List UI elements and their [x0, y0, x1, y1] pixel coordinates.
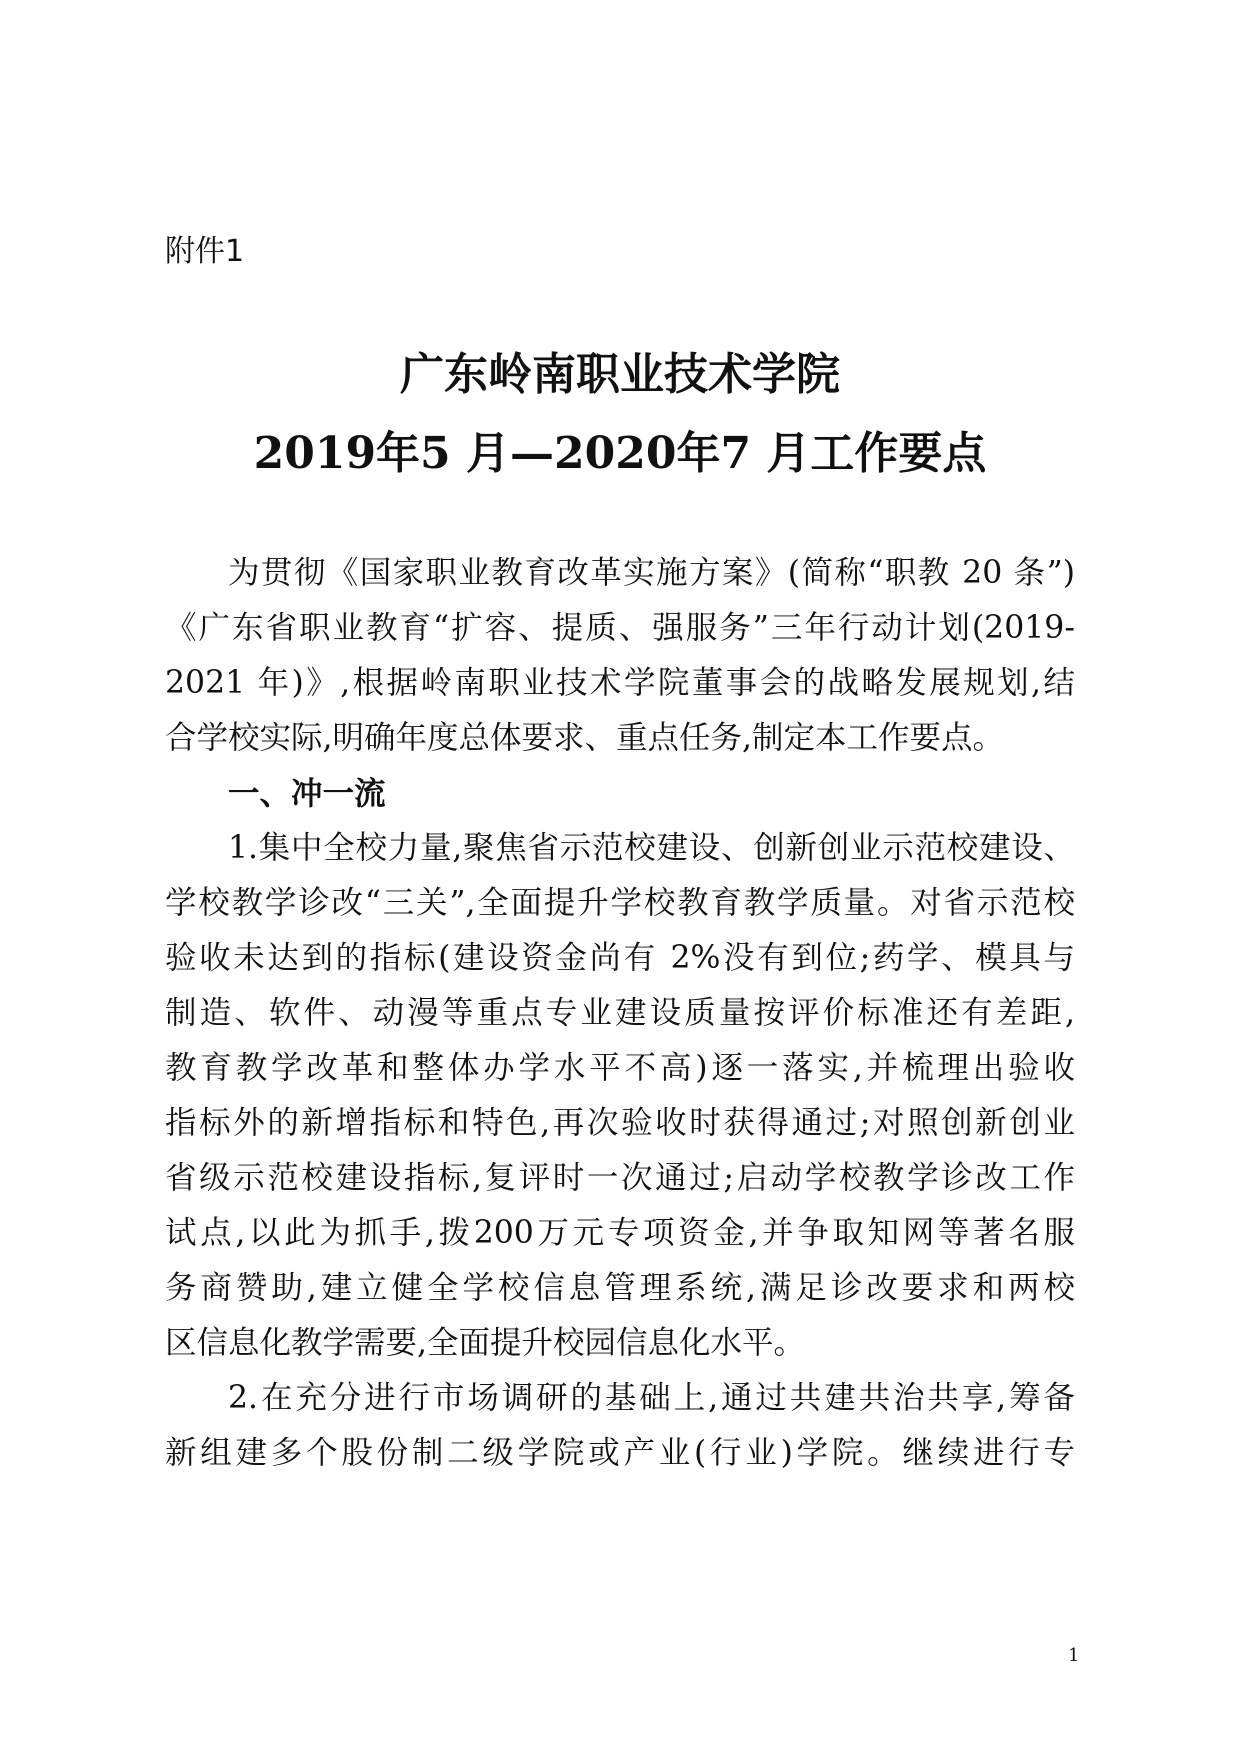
item1-line: 指标外的新增指标和特色,再次验收时获得通过;对照创新创业	[165, 1105, 1075, 1141]
item1-line: 省级示范校建设指标,复评时一次通过;启动学校教学诊改工作	[165, 1160, 1075, 1196]
intro-line: 2021 年)》,根据岭南职业技术学院董事会的战略发展规划,结	[165, 665, 1075, 701]
item2-line: 新组建多个股份制二级学院或产业(行业)学院。继续进行专	[165, 1435, 1075, 1471]
document-title-line-1: 广东岭南职业技术学院	[400, 349, 840, 400]
page-number: 1	[1068, 1645, 1080, 1666]
item1-line: 试点,以此为抓手,拨200万元专项资金,并争取知网等著名服	[165, 1215, 1075, 1251]
item1-line: 教育教学改革和整体办学水平不高)逐一落实,并梳理出验收	[165, 1050, 1075, 1086]
item1-line: 学校教学诊改“三关”,全面提升学校教育教学质量。对省示范校	[165, 885, 1075, 921]
intro-line: 《广东省职业教育“扩容、提质、强服务”三年行动计划(2019-	[165, 610, 1075, 646]
item1-line: 1.集中全校力量,聚焦省示范校建设、创新创业示范校建设、	[228, 830, 1075, 866]
item1-line: 区信息化教学需要,全面提升校园信息化水平。	[165, 1325, 806, 1361]
item1-line: 验收未达到的指标(建设资金尚有 2%没有到位;药学、模具与	[165, 940, 1075, 976]
item2-line: 2.在充分进行市场调研的基础上,通过共建共治共享,筹备	[228, 1380, 1075, 1416]
section-heading: 一、冲一流	[228, 775, 386, 812]
intro-line: 为贯彻《国家职业教育改革实施方案》(简称“职教 20 条”)	[228, 555, 1075, 591]
document-title-line-2: 2019年5 月—2020年7 月工作要点	[253, 428, 987, 479]
item1-line: 制造、软件、动漫等重点专业建设质量按评价标准还有差距,	[165, 995, 1075, 1031]
attachment-label: 附件1	[165, 234, 245, 269]
item1-line: 务商赞助,建立健全学校信息管理系统,满足诊改要求和两校	[165, 1270, 1075, 1306]
document-body	[165, 546, 1075, 1481]
intro-line: 合学校实际,明确年度总体要求、重点任务,制定本工作要点。	[165, 720, 1005, 756]
